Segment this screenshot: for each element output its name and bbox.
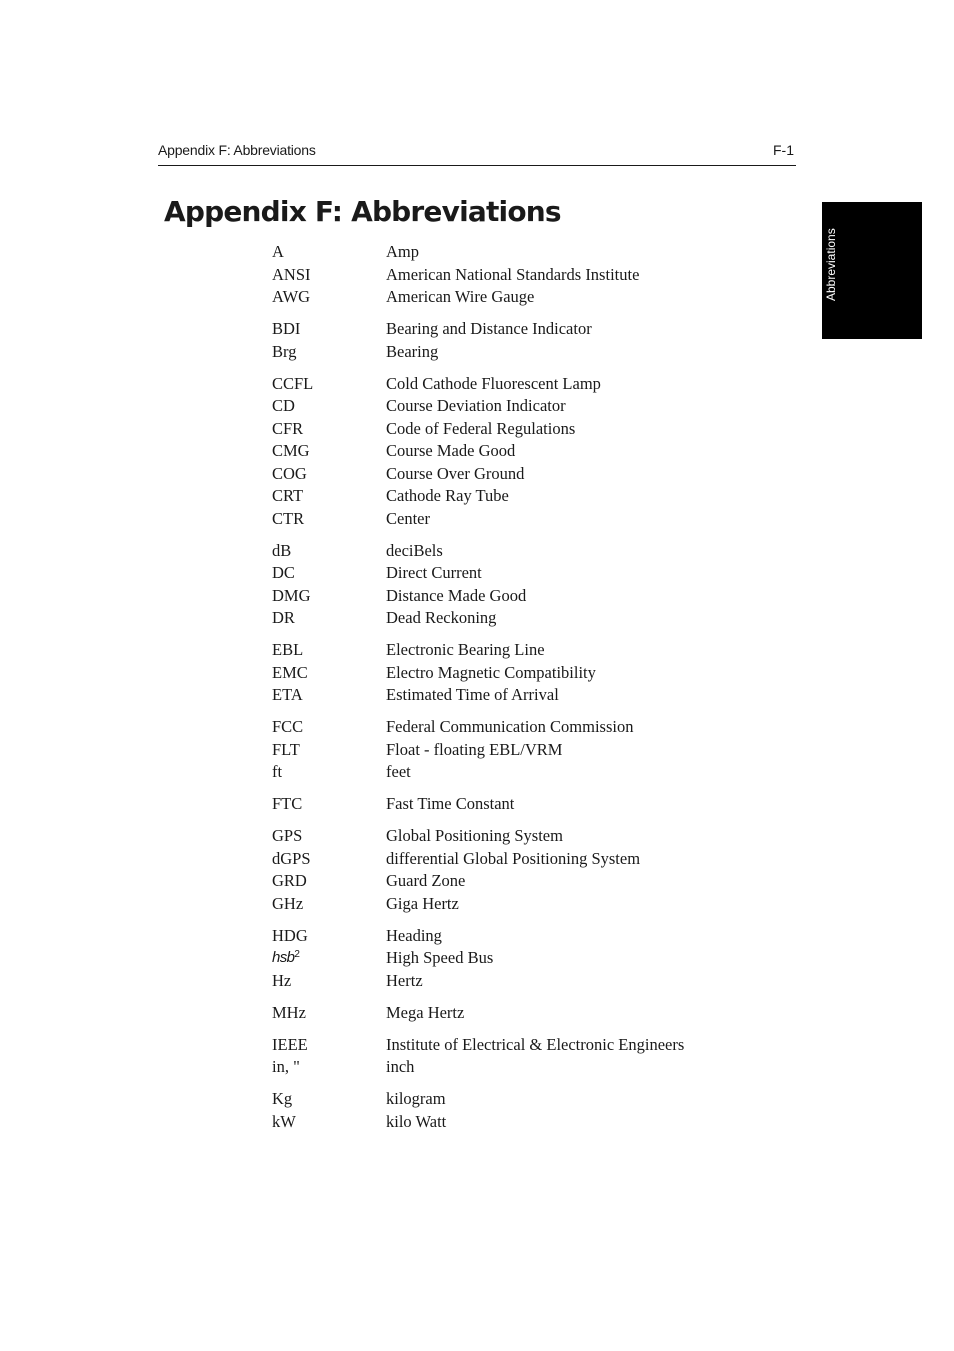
abbreviation-definition: Federal Communication Commission	[386, 717, 634, 736]
abbreviation-term	[272, 395, 386, 418]
abbreviation-group	[272, 925, 752, 993]
abbreviation-definition: Float - floating EBL/VRM	[386, 739, 563, 759]
abbreviation-term	[272, 286, 386, 309]
abbreviation-term	[272, 1002, 386, 1025]
abbreviation-group	[272, 793, 752, 816]
abbreviation-group	[272, 373, 752, 531]
abbreviation-definition: Cold Cathode Fluorescent Lamp	[386, 373, 601, 393]
abbreviation-definition: Code of Federal Regulations	[386, 418, 576, 438]
abbreviation-row	[272, 607, 752, 630]
abbreviation-term	[272, 739, 386, 762]
abbreviation-row	[272, 1056, 752, 1079]
abbreviation-term-text: hsb	[272, 949, 295, 966]
abbreviation-term-text: COG	[272, 463, 307, 483]
abbreviation-term	[272, 1111, 386, 1134]
abbreviation-row	[272, 793, 752, 816]
running-header	[158, 141, 796, 166]
abbreviation-row	[272, 925, 752, 948]
abbreviation-row	[272, 970, 752, 993]
abbreviation-term	[272, 562, 386, 585]
abbreviation-row	[272, 1111, 752, 1134]
abbreviation-term-text: GRD	[272, 871, 307, 890]
abbreviation-row	[272, 870, 752, 893]
abbreviation-term	[272, 418, 386, 441]
abbreviation-term-text: CRT	[272, 486, 304, 505]
abbreviation-definition: High Speed Bus	[386, 948, 494, 967]
abbreviation-term	[272, 341, 386, 364]
abbreviation-definition: Center	[386, 508, 430, 528]
abbreviation-row	[272, 241, 752, 264]
abbreviation-term-text: CFR	[272, 418, 304, 438]
abbreviation-row	[272, 286, 752, 309]
abbreviation-list	[272, 241, 752, 1143]
abbreviation-row	[272, 1088, 752, 1111]
abbreviation-group	[272, 639, 752, 707]
abbreviation-term	[272, 463, 386, 486]
abbreviation-definition: Dead Reckoning	[386, 608, 497, 627]
section-side-tab	[822, 202, 922, 339]
abbreviation-term-text: DR	[272, 608, 295, 627]
abbreviation-definition: Heading	[386, 925, 442, 945]
abbreviation-row	[272, 318, 752, 341]
abbreviation-definition: inch	[386, 1057, 415, 1076]
abbreviation-term	[272, 485, 386, 508]
abbreviation-term-text: DMG	[272, 585, 311, 605]
abbreviation-definition: Hertz	[386, 970, 423, 990]
abbreviation-group	[272, 716, 752, 784]
side-tab-label: Abbreviations	[824, 228, 838, 301]
abbreviation-row	[272, 540, 752, 563]
abbreviation-term	[272, 540, 386, 563]
abbreviation-term	[272, 684, 386, 707]
abbreviation-row	[272, 716, 752, 739]
abbreviation-definition: Direct Current	[386, 563, 482, 582]
abbreviation-definition: kilogram	[386, 1089, 446, 1108]
abbreviation-term-text: GPS	[272, 826, 303, 845]
abbreviation-term-text: EBL	[272, 640, 304, 659]
abbreviation-group	[272, 318, 752, 363]
abbreviation-term-text: FLT	[272, 739, 300, 759]
abbreviation-row	[272, 508, 752, 531]
abbreviation-row	[272, 463, 752, 486]
abbreviation-row	[272, 662, 752, 685]
abbreviation-row	[272, 395, 752, 418]
abbreviation-row	[272, 825, 752, 848]
abbreviation-definition: feet	[386, 762, 411, 781]
abbreviation-term	[272, 508, 386, 531]
abbreviation-definition: Mega Hertz	[386, 1002, 465, 1022]
abbreviation-term-text: in, "	[272, 1057, 300, 1076]
abbreviation-term-text: HDG	[272, 925, 308, 945]
abbreviation-term	[272, 1034, 386, 1057]
abbreviation-term-text: FCC	[272, 717, 304, 736]
abbreviation-definition: Institute of Electrical & Electronic Engineers	[386, 1034, 685, 1054]
page-number: F-1	[773, 142, 794, 158]
abbreviation-term-text: Hz	[272, 970, 292, 990]
abbreviation-definition: Cathode Ray Tube	[386, 486, 509, 505]
abbreviation-term	[272, 716, 386, 739]
abbreviation-term-text: CCFL	[272, 373, 314, 393]
abbreviation-row	[272, 739, 752, 762]
abbreviation-term	[272, 318, 386, 341]
abbreviation-definition: Course Over Ground	[386, 463, 525, 483]
abbreviation-term-text: CD	[272, 396, 295, 415]
abbreviation-term-text: BDI	[272, 319, 301, 338]
abbreviation-definition: Global Positioning System	[386, 826, 563, 845]
abbreviation-row	[272, 440, 752, 463]
abbreviation-term-text: dB	[272, 540, 292, 560]
abbreviation-definition: Electro Magnetic Compatibility	[386, 662, 596, 682]
abbreviation-definition: American Wire Gauge	[386, 287, 535, 306]
abbreviation-term-text: IEEE	[272, 1034, 308, 1054]
abbreviation-definition: kilo Watt	[386, 1111, 447, 1131]
abbreviation-term-text: dGPS	[272, 848, 311, 868]
abbreviation-term-superscript: 2	[294, 949, 300, 960]
abbreviation-term-text: CMG	[272, 441, 310, 460]
abbreviation-group	[272, 1034, 752, 1079]
abbreviation-term-text: DC	[272, 563, 295, 582]
abbreviation-term	[272, 925, 386, 948]
abbreviation-group	[272, 241, 752, 309]
abbreviation-definition: Guard Zone	[386, 871, 466, 890]
page-title: Appendix F: Abbreviations	[164, 195, 561, 228]
abbreviation-row	[272, 848, 752, 871]
abbreviation-definition: Course Deviation Indicator	[386, 396, 566, 415]
abbreviation-term	[272, 793, 386, 816]
abbreviation-term-text: FTC	[272, 794, 303, 813]
abbreviation-term	[272, 825, 386, 848]
abbreviation-definition: differential Global Positioning System	[386, 848, 641, 868]
running-header-title: Appendix F: Abbreviations	[158, 142, 316, 158]
abbreviation-term-text: GHz	[272, 893, 304, 913]
abbreviation-term-text: CTR	[272, 508, 305, 528]
abbreviation-definition: deciBels	[386, 540, 443, 560]
abbreviation-group	[272, 825, 752, 915]
abbreviation-term-text: MHz	[272, 1002, 306, 1022]
abbreviation-term	[272, 607, 386, 630]
abbreviation-term	[272, 440, 386, 463]
abbreviation-term	[272, 970, 386, 993]
abbreviation-row	[272, 485, 752, 508]
abbreviation-term	[272, 761, 386, 784]
abbreviation-row	[272, 264, 752, 287]
abbreviation-row	[272, 947, 752, 970]
abbreviation-term-text: kW	[272, 1111, 296, 1131]
abbreviation-row	[272, 562, 752, 585]
abbreviation-term	[272, 848, 386, 871]
abbreviation-row	[272, 585, 752, 608]
abbreviation-row	[272, 1034, 752, 1057]
abbreviation-row	[272, 684, 752, 707]
abbreviation-definition: Electronic Bearing Line	[386, 640, 545, 659]
abbreviation-term	[272, 662, 386, 685]
abbreviation-group	[272, 1088, 752, 1133]
abbreviation-term	[272, 1056, 386, 1079]
abbreviation-row	[272, 639, 752, 662]
abbreviation-row	[272, 761, 752, 784]
abbreviation-term	[272, 264, 386, 287]
abbreviation-term-text: A	[272, 242, 284, 261]
abbreviation-term-text: ft	[272, 762, 283, 781]
abbreviation-term	[272, 639, 386, 662]
abbreviation-row	[272, 893, 752, 916]
abbreviation-term	[272, 1088, 386, 1111]
abbreviation-row	[272, 418, 752, 441]
abbreviation-term-text: ETA	[272, 685, 303, 704]
abbreviation-group	[272, 1002, 752, 1025]
abbreviation-term	[272, 870, 386, 893]
abbreviation-term-text: AWG	[272, 287, 311, 306]
abbreviation-row	[272, 341, 752, 364]
abbreviation-term-text: Brg	[272, 341, 297, 361]
abbreviation-term-text: ANSI	[272, 264, 311, 284]
abbreviation-definition: Distance Made Good	[386, 585, 527, 605]
abbreviation-term-text: Kg	[272, 1089, 293, 1108]
abbreviation-definition: Amp	[386, 242, 419, 261]
abbreviation-definition: American National Standards Institute	[386, 264, 640, 284]
abbreviation-definition: Bearing	[386, 341, 439, 361]
abbreviation-definition: Estimated Time of Arrival	[386, 685, 559, 704]
abbreviation-definition: Fast Time Constant	[386, 794, 515, 813]
abbreviation-group	[272, 540, 752, 630]
abbreviation-definition: Bearing and Distance Indicator	[386, 319, 592, 338]
abbreviation-term	[272, 241, 386, 264]
abbreviation-definition: Giga Hertz	[386, 893, 459, 913]
abbreviation-definition: Course Made Good	[386, 441, 516, 460]
abbreviation-term	[272, 373, 386, 396]
abbreviation-row	[272, 1002, 752, 1025]
abbreviation-term-text: EMC	[272, 662, 308, 682]
abbreviation-row	[272, 373, 752, 396]
abbreviation-term	[272, 585, 386, 608]
abbreviation-term	[272, 947, 386, 970]
abbreviation-term	[272, 893, 386, 916]
